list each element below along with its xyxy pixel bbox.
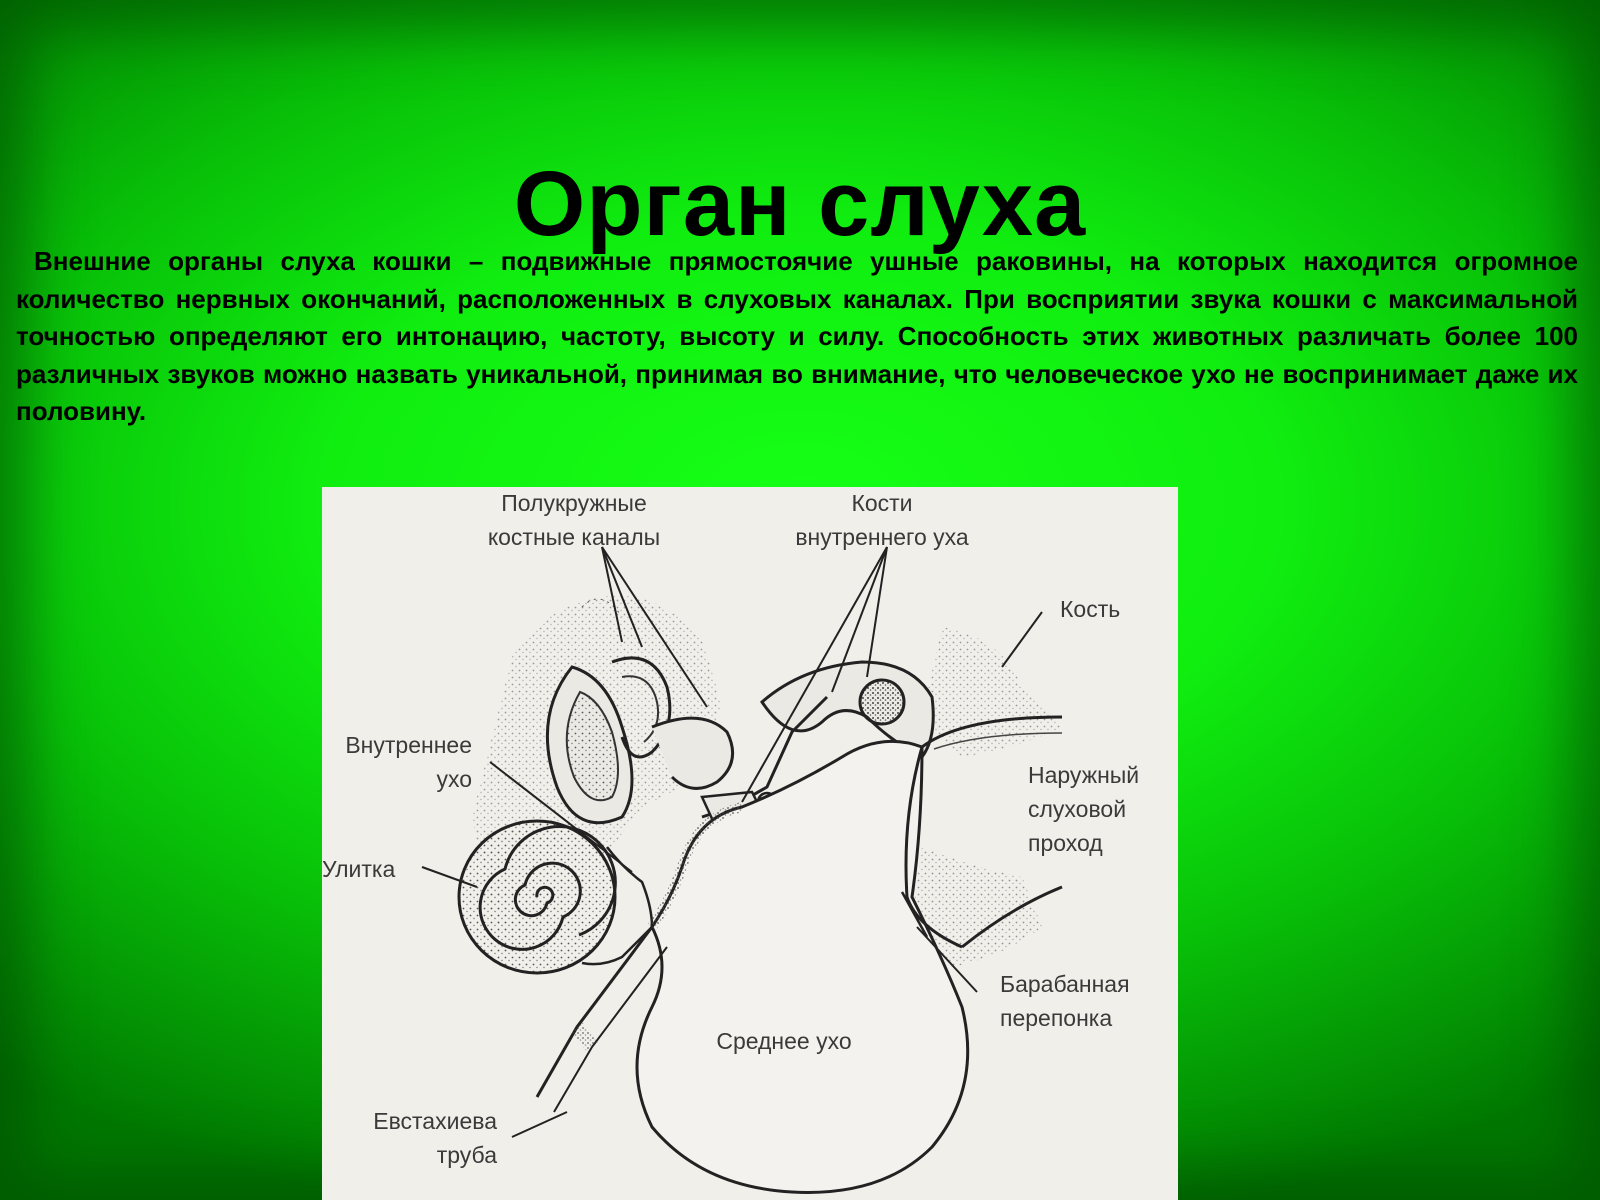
cochlea-shape (459, 821, 652, 973)
label-bone: Кость (1060, 596, 1121, 622)
label-eardrum-line1: Барабанная (1000, 971, 1130, 997)
slide-paragraph: Внешние органы слуха кошки – подвижные прямостоячие ушные раковины, на которых находится огромное количество нервных окончаний, расположенных в слуховых каналах. При восприятии звука кошки с максимальной точностью определяют его интонацию, частоту, высоту и силу. Способность этих животных различать более 100 различных звуков можно назвать уникальной, принимая во внимание, что человеческое ухо не воспринимает даже их половину. (16, 246, 1578, 426)
label-eustachian-tube-line1: Евстахиева (373, 1108, 497, 1134)
label-ossicles-line1: Кости (851, 490, 913, 516)
label-external-canal-line2: слуховой (1028, 796, 1127, 822)
label-semicircular-canals-line2: костные каналы (487, 524, 661, 550)
slide-title: Орган слуха (513, 152, 1087, 255)
ear-anatomy-diagram (322, 487, 1178, 1200)
label-middle-ear: Среднее ухо (716, 1028, 852, 1054)
middle-ear-cavity-shape (637, 741, 968, 1192)
label-semicircular-canals-line1: Полукружные (501, 490, 647, 516)
label-external-canal-line3: проход (1028, 830, 1103, 856)
label-ossicles-line2: внутреннего уха (795, 524, 969, 550)
label-eustachian-tube-line2: труба (436, 1142, 497, 1168)
label-inner-ear-line2: ухо (436, 766, 472, 792)
label-inner-ear-line1: Внутреннее (345, 732, 472, 758)
label-external-canal-line1: Наружный (1028, 762, 1140, 788)
label-cochlea: Улитка (322, 856, 396, 882)
label-eardrum-line2: перепонка (1000, 1005, 1113, 1031)
